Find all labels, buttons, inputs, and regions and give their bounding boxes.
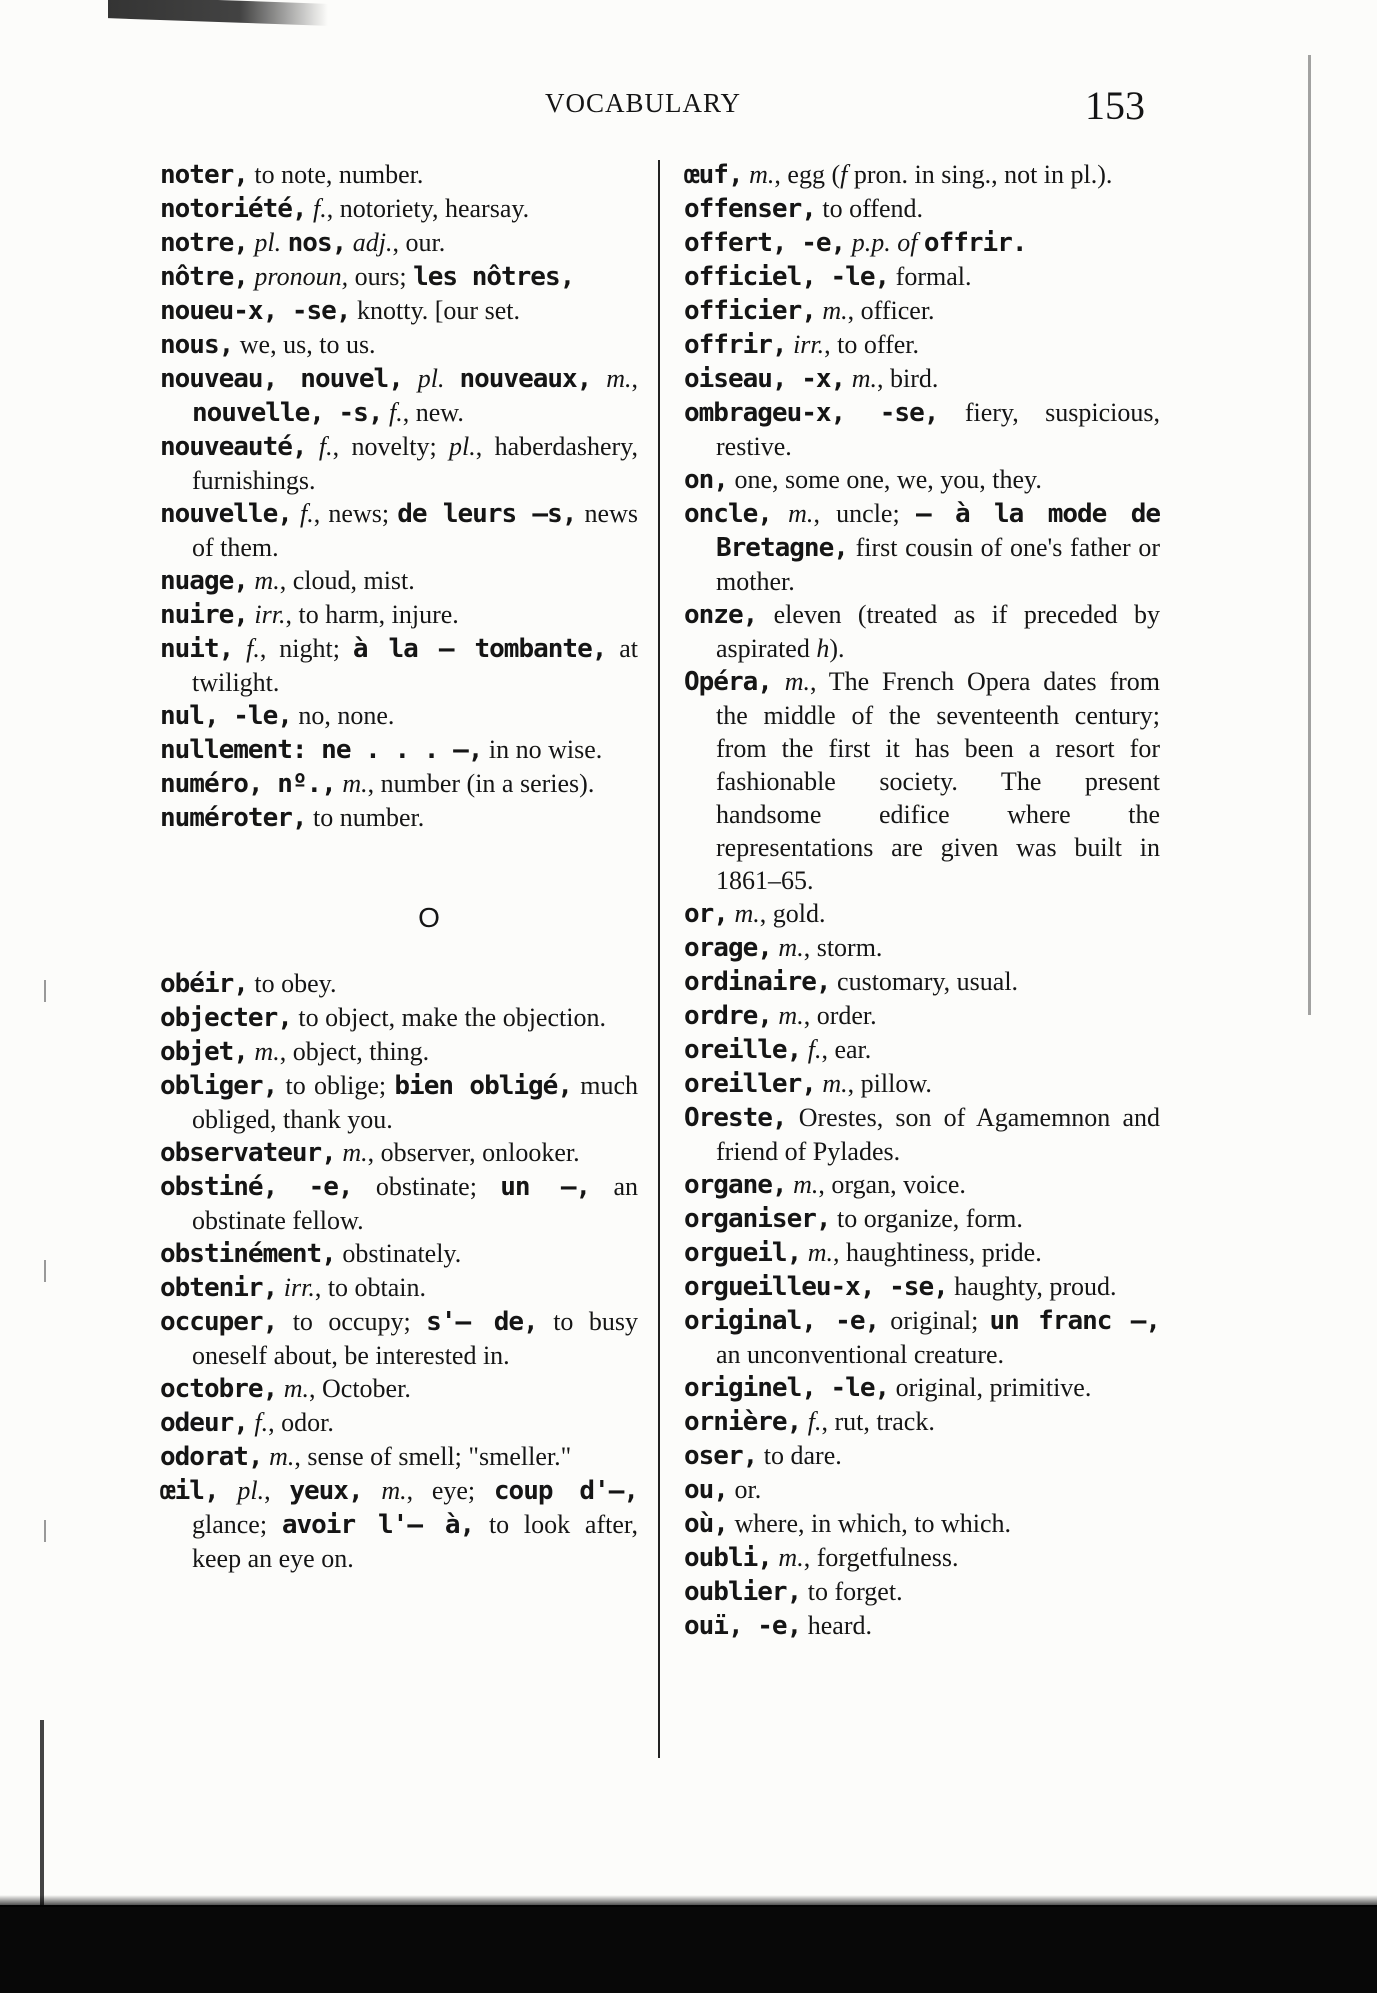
definition-text: to busy oneself about, be interested in. <box>192 1307 638 1370</box>
definition-text: to oblige; <box>277 1071 395 1100</box>
abbreviation: irr. <box>254 600 286 629</box>
dictionary-entry <box>684 1270 1160 1304</box>
dictionary-entry <box>684 897 1160 931</box>
definition-text: to note, number. <box>247 160 424 189</box>
dictionary-entry <box>684 1507 1160 1541</box>
abbreviation: f. <box>807 1035 822 1064</box>
headword: coup d'—, <box>493 1476 638 1506</box>
headword: organe, <box>684 1170 787 1200</box>
headword: nuire, <box>160 600 248 630</box>
column-divider <box>658 160 660 1758</box>
definition-text: , to obtain. <box>314 1273 427 1302</box>
definition-text <box>772 667 785 696</box>
definition-text: , number (in a series). <box>367 769 595 798</box>
dictionary-entry <box>160 260 638 294</box>
left-column <box>160 158 638 1575</box>
abbreviation: m. <box>778 1001 804 1030</box>
definition-text: in no wise. <box>482 735 603 764</box>
definition-text <box>233 634 246 663</box>
dictionary-entry <box>684 1236 1160 1270</box>
definition-text: , novelty; <box>332 432 450 461</box>
headword: officier, <box>684 296 816 326</box>
dictionary-entry <box>160 632 638 699</box>
definition-text: obstinately. <box>335 1239 462 1268</box>
definition-text: ). <box>829 634 845 663</box>
definition-text <box>307 432 319 461</box>
definition-text: , to harm, injure. <box>285 600 459 629</box>
headword: oreille, <box>684 1035 802 1065</box>
dictionary-entry <box>684 1405 1160 1439</box>
abbreviation: m. <box>606 364 632 393</box>
headword: s'— de, <box>426 1307 538 1337</box>
abbreviation: m. <box>269 1442 295 1471</box>
abbreviation: m. <box>749 160 775 189</box>
headword: ombrageu-x, -se, <box>684 398 939 428</box>
definition-text: original; <box>879 1306 990 1335</box>
headword: un —, <box>500 1172 591 1202</box>
headword: noueu-x, -se, <box>160 296 351 326</box>
headword: obstiné, -e, <box>160 1172 353 1202</box>
abbreviation: f <box>840 160 848 189</box>
headword: offenser, <box>684 194 816 224</box>
dictionary-entry <box>684 931 1160 965</box>
headword: Opéra, <box>684 667 772 697</box>
headword: nullement: ne . . . —, <box>160 735 483 765</box>
scan-bottom-shadow <box>0 1905 1377 1993</box>
abbreviation: f. <box>389 398 403 427</box>
headword: numéroter, <box>160 803 307 833</box>
headword: orage, <box>684 933 772 963</box>
dictionary-entry <box>684 158 1160 192</box>
definition-text: an obstinate fellow. <box>192 1172 638 1235</box>
abbreviation: h <box>816 634 830 663</box>
dictionary-entry <box>160 699 638 733</box>
headword: notoriété, <box>160 194 307 224</box>
dictionary-entry <box>160 967 638 1001</box>
abbreviation: f. <box>313 194 327 223</box>
abbreviation: pl. <box>254 228 282 257</box>
definition-text: , <box>264 1476 290 1505</box>
dictionary-entry <box>160 767 638 801</box>
dictionary-entry <box>684 1067 1160 1101</box>
headword: obtenir, <box>160 1273 278 1303</box>
definition-text: , order. <box>803 1001 877 1030</box>
margin-tick <box>44 1520 46 1542</box>
dictionary-entry <box>684 665 1160 897</box>
headword: avoir l'— à, <box>281 1510 475 1540</box>
dictionary-entry <box>160 1237 638 1271</box>
margin-line <box>40 1720 44 1910</box>
definition-text: , cloud, mist. <box>279 566 415 595</box>
definition-text: , officer. <box>847 296 935 325</box>
definition-text: Orestes, son of Agamemnon and friend of Pylades. <box>716 1103 1160 1166</box>
headword: observateur, <box>160 1138 336 1168</box>
definition-text: , gold. <box>759 899 826 928</box>
headword: organiser, <box>684 1204 831 1234</box>
scan-smudge <box>108 0 328 26</box>
headword: où, <box>684 1509 728 1539</box>
headword: de leurs —s, <box>397 499 577 529</box>
dictionary-entry <box>160 1305 638 1372</box>
headword: offert, -e, <box>684 228 846 258</box>
definition-text: , bird. <box>876 364 939 393</box>
definition-text <box>219 1476 238 1505</box>
entries-n <box>160 158 638 835</box>
headword: obliger, <box>160 1071 278 1101</box>
definition-text: , The French Opera dates from the middle of the seventeenth century; from the first it has been a resort for fashionable society. The present handsome edifice where the representations are given was built in 1861–65. <box>716 667 1160 895</box>
abbreviation: m. <box>254 566 280 595</box>
headword: occuper, <box>160 1307 278 1337</box>
headword: oreiller, <box>684 1069 816 1099</box>
headword: nouveaux, <box>459 364 592 394</box>
headword: numéro, nº., <box>160 769 336 799</box>
abbreviation: m. <box>784 667 810 696</box>
dictionary-entry <box>160 497 638 564</box>
definition-text: heard. <box>801 1611 872 1640</box>
headword: œuf, <box>684 160 743 190</box>
definition-text: to look after, keep an eye on. <box>192 1510 638 1573</box>
headword: original, -e, <box>684 1306 880 1336</box>
dictionary-entry <box>684 999 1160 1033</box>
definition-text: , forgetfulness. <box>803 1543 959 1572</box>
definition-text: , organ, voice. <box>818 1170 966 1199</box>
abbreviation: pronoun, <box>254 262 349 291</box>
headword: nul, -le, <box>160 701 292 731</box>
headword: oublier, <box>684 1577 802 1607</box>
definition-text: , eye; <box>406 1476 494 1505</box>
definition-text <box>445 364 460 393</box>
headword: orgueil, <box>684 1238 802 1268</box>
headword: nôtre, <box>160 262 248 292</box>
headword: oser, <box>684 1441 758 1471</box>
headword: oncle, <box>684 499 772 529</box>
headword: ouï, -e, <box>684 1611 802 1641</box>
definition-text <box>403 364 418 393</box>
page-edge-line <box>1308 55 1311 1015</box>
definition-text: , rut, track. <box>821 1407 935 1436</box>
definition-text: to object, make the objection. <box>291 1003 606 1032</box>
dictionary-entry <box>160 1372 638 1406</box>
headword: ou, <box>684 1475 728 1505</box>
definition-text: to number. <box>306 803 425 832</box>
dictionary-entry <box>684 1541 1160 1575</box>
headword: oiseau, -x, <box>684 364 846 394</box>
margin-tick <box>44 980 46 1002</box>
dictionary-entry <box>160 1474 638 1575</box>
headword: nouveauté, <box>160 432 307 462</box>
headword: ornière, <box>684 1407 802 1437</box>
definition-text: , object, thing. <box>279 1037 430 1066</box>
headword: obéir, <box>160 969 248 999</box>
abbreviation: f. <box>807 1407 822 1436</box>
dictionary-entry <box>684 260 1160 294</box>
dictionary-entry <box>684 226 1160 260</box>
abbreviation: m. <box>778 1543 804 1572</box>
dictionary-entry <box>160 801 638 835</box>
dictionary-entry <box>160 294 638 328</box>
dictionary-entry <box>684 598 1160 665</box>
headword: oubli, <box>684 1543 772 1573</box>
dictionary-entry <box>160 1136 638 1170</box>
headword: obstinément, <box>160 1239 336 1269</box>
abbreviation: f. <box>246 634 260 663</box>
headword: originel, -le, <box>684 1373 890 1403</box>
abbreviation: f. <box>300 499 314 528</box>
abbreviation: m. <box>342 769 368 798</box>
definition-text <box>772 499 788 528</box>
headword: nos, <box>287 228 347 258</box>
headword: objet, <box>160 1037 248 1067</box>
dictionary-entry <box>160 1406 638 1440</box>
dictionary-entry <box>684 1304 1160 1371</box>
definition-text: , to offer. <box>824 330 919 359</box>
abbreviation: p.p. of <box>851 228 918 257</box>
abbreviation: adj. <box>352 228 393 257</box>
definition-text: news of them. <box>192 499 638 562</box>
margin-tick <box>44 1260 46 1282</box>
headword: nouveau, nouvel, <box>160 364 403 394</box>
dictionary-entry <box>160 226 638 260</box>
definition-text: , ear. <box>821 1035 872 1064</box>
dictionary-entry <box>160 430 638 497</box>
definition-text: , our. <box>392 228 446 257</box>
headword: nouvelle, <box>160 499 292 529</box>
headword: or, <box>684 899 728 929</box>
abbreviation: m. <box>283 1374 310 1403</box>
definition-text: or. <box>727 1475 762 1504</box>
entries-o-continued <box>684 158 1160 1643</box>
headword: on, <box>684 465 728 495</box>
dictionary-entry <box>160 564 638 598</box>
dictionary-entry <box>684 1439 1160 1473</box>
definition-text <box>591 364 606 393</box>
definition-text: knotty. [our set. <box>350 296 520 325</box>
dictionary-entry <box>160 1440 638 1474</box>
definition-text: pron. in sing., not in pl.). <box>847 160 1113 189</box>
definition-text: to occupy; <box>277 1307 427 1336</box>
definition-text: , notoriety, hearsay. <box>326 194 530 223</box>
definition-text: , haughtiness, pride. <box>833 1238 1042 1267</box>
abbreviation: irr. <box>283 1273 315 1302</box>
abbreviation: m. <box>851 364 877 393</box>
headword: ordinaire, <box>684 967 831 997</box>
dictionary-entry <box>160 1035 638 1069</box>
dictionary-entry <box>160 1271 638 1305</box>
definition-text: , observer, onlooker. <box>367 1138 580 1167</box>
definition-text: , October. <box>309 1374 411 1403</box>
definition-text: an unconventional creature. <box>716 1340 1005 1369</box>
section-letter-o: O <box>418 902 440 933</box>
page-number: 153 <box>1085 83 1145 128</box>
definition-text: one, some one, we, you, they. <box>727 465 1042 494</box>
definition-text: to organize, form. <box>830 1204 1023 1233</box>
definition-text: glance; <box>192 1510 282 1539</box>
definition-text: customary, usual. <box>830 967 1019 996</box>
headword: objecter, <box>160 1003 292 1033</box>
headword: odeur, <box>160 1408 248 1438</box>
abbreviation: m. <box>254 1037 280 1066</box>
definition-text: , night; <box>259 634 353 663</box>
dictionary-entry <box>684 1033 1160 1067</box>
definition-text: we, us, to us. <box>233 330 376 359</box>
headword: orgueilleu-x, -se, <box>684 1272 948 1302</box>
definition-text: at twilight. <box>192 634 639 697</box>
headword: œil, <box>160 1476 219 1506</box>
abbreviation: m. <box>778 933 804 962</box>
abbreviation: m. <box>342 1138 368 1167</box>
dictionary-entry <box>684 1168 1160 1202</box>
running-title: VOCABULARY <box>545 88 742 118</box>
dictionary-entry <box>684 1473 1160 1507</box>
definition-text: eleven (treated as if preceded by aspirated <box>716 600 1160 663</box>
dictionary-entry <box>160 1170 638 1237</box>
headword: offrir, <box>684 330 787 360</box>
definition-text: , <box>631 364 639 393</box>
dictionary-entry <box>160 1001 638 1035</box>
headword: noter, <box>160 160 248 190</box>
dictionary-entry <box>160 362 638 430</box>
headword: notre, <box>160 228 248 258</box>
headword: octobre, <box>160 1374 278 1404</box>
abbreviation: f. <box>254 1408 269 1437</box>
definition-text: to dare. <box>757 1441 842 1470</box>
definition-text: , egg ( <box>774 160 841 189</box>
headword: un franc —, <box>989 1306 1161 1336</box>
dictionary-entry <box>684 1575 1160 1609</box>
dictionary-entry <box>160 192 638 226</box>
abbreviation: m. <box>381 1476 407 1505</box>
abbreviation: m. <box>807 1238 834 1267</box>
page-header <box>0 82 1377 128</box>
headword: offrir. <box>923 228 1027 258</box>
abbreviation: m. <box>822 1069 848 1098</box>
abbreviation: f. <box>318 432 333 461</box>
definition-text: no, none. <box>291 701 395 730</box>
headword: — à la mode de Bretagne, <box>716 499 1161 563</box>
headword: onze, <box>684 600 758 630</box>
definition-text: , odor. <box>268 1408 334 1437</box>
entries-o <box>160 967 638 1575</box>
headword: nuage, <box>160 566 248 596</box>
dictionary-entry <box>160 733 638 767</box>
dictionary-entry <box>684 362 1160 396</box>
dictionary-entry <box>684 328 1160 362</box>
definition-text <box>363 1476 382 1505</box>
abbreviation: m. <box>788 499 814 528</box>
headword: nouvelle, -s, <box>192 398 383 428</box>
definition-text: first cousin of one's father or mother. <box>716 533 1160 596</box>
definition-text: to forget. <box>801 1577 903 1606</box>
dictionary-entry <box>684 1101 1160 1168</box>
definition-text: fiery, suspicious, restive. <box>716 398 1160 461</box>
dictionary-entry <box>160 598 638 632</box>
abbreviation: pl. <box>417 364 445 393</box>
abbreviation: m. <box>822 296 848 325</box>
abbreviation: irr. <box>793 330 825 359</box>
headword: à la — tombante, <box>352 634 607 664</box>
definition-text: obstinate; <box>352 1172 501 1201</box>
headword: bien obligé, <box>394 1071 572 1101</box>
dictionary-entry <box>684 965 1160 999</box>
dictionary-entry <box>684 497 1160 598</box>
definition-text: to offend. <box>815 194 924 223</box>
dictionary-entry <box>684 463 1160 497</box>
dictionary-entry <box>684 192 1160 226</box>
dictionary-entry <box>160 1069 638 1136</box>
headword: nous, <box>160 330 234 360</box>
abbreviation: m. <box>793 1170 819 1199</box>
definition-text: , sense of smell; "smeller." <box>294 1442 572 1471</box>
definition-text: haughty, proud. <box>947 1272 1117 1301</box>
dictionary-entry <box>684 1609 1160 1643</box>
definition-text: , haberdashery, furnishings. <box>192 432 638 495</box>
headword: nuit, <box>160 634 234 664</box>
definition-text: , news; <box>313 499 398 528</box>
definition-text: much obliged, thank you. <box>192 1071 639 1134</box>
definition-text: , uncle; <box>813 499 916 528</box>
dictionary-entry <box>684 294 1160 328</box>
dictionary-entry <box>684 396 1160 463</box>
definition-text: to obey. <box>247 969 337 998</box>
dictionary-entry <box>160 328 638 362</box>
headword: Oreste, <box>684 1103 787 1133</box>
abbreviation: m. <box>734 899 760 928</box>
headword: yeux, <box>289 1476 363 1506</box>
definition-text: formal. <box>889 262 972 291</box>
dictionary-entry <box>160 158 638 192</box>
definition-text: , pillow. <box>847 1069 932 1098</box>
dictionary-entry <box>684 1202 1160 1236</box>
definition-text: ours; <box>348 262 414 291</box>
definition-text <box>292 499 300 528</box>
right-column <box>684 158 1160 1643</box>
definition-text: , new. <box>402 398 464 427</box>
definition-text: where, in which, to which. <box>727 1509 1012 1538</box>
definition-text: original, primitive. <box>889 1373 1092 1402</box>
headword: les nôtres, <box>413 262 575 292</box>
headword: odorat, <box>160 1442 263 1472</box>
headword: officiel, -le, <box>684 262 890 292</box>
abbreviation: pl. <box>449 432 476 461</box>
definition-text: , storm. <box>803 933 883 962</box>
abbreviation: pl. <box>237 1476 265 1505</box>
dictionary-entry <box>684 1371 1160 1405</box>
headword: ordre, <box>684 1001 772 1031</box>
